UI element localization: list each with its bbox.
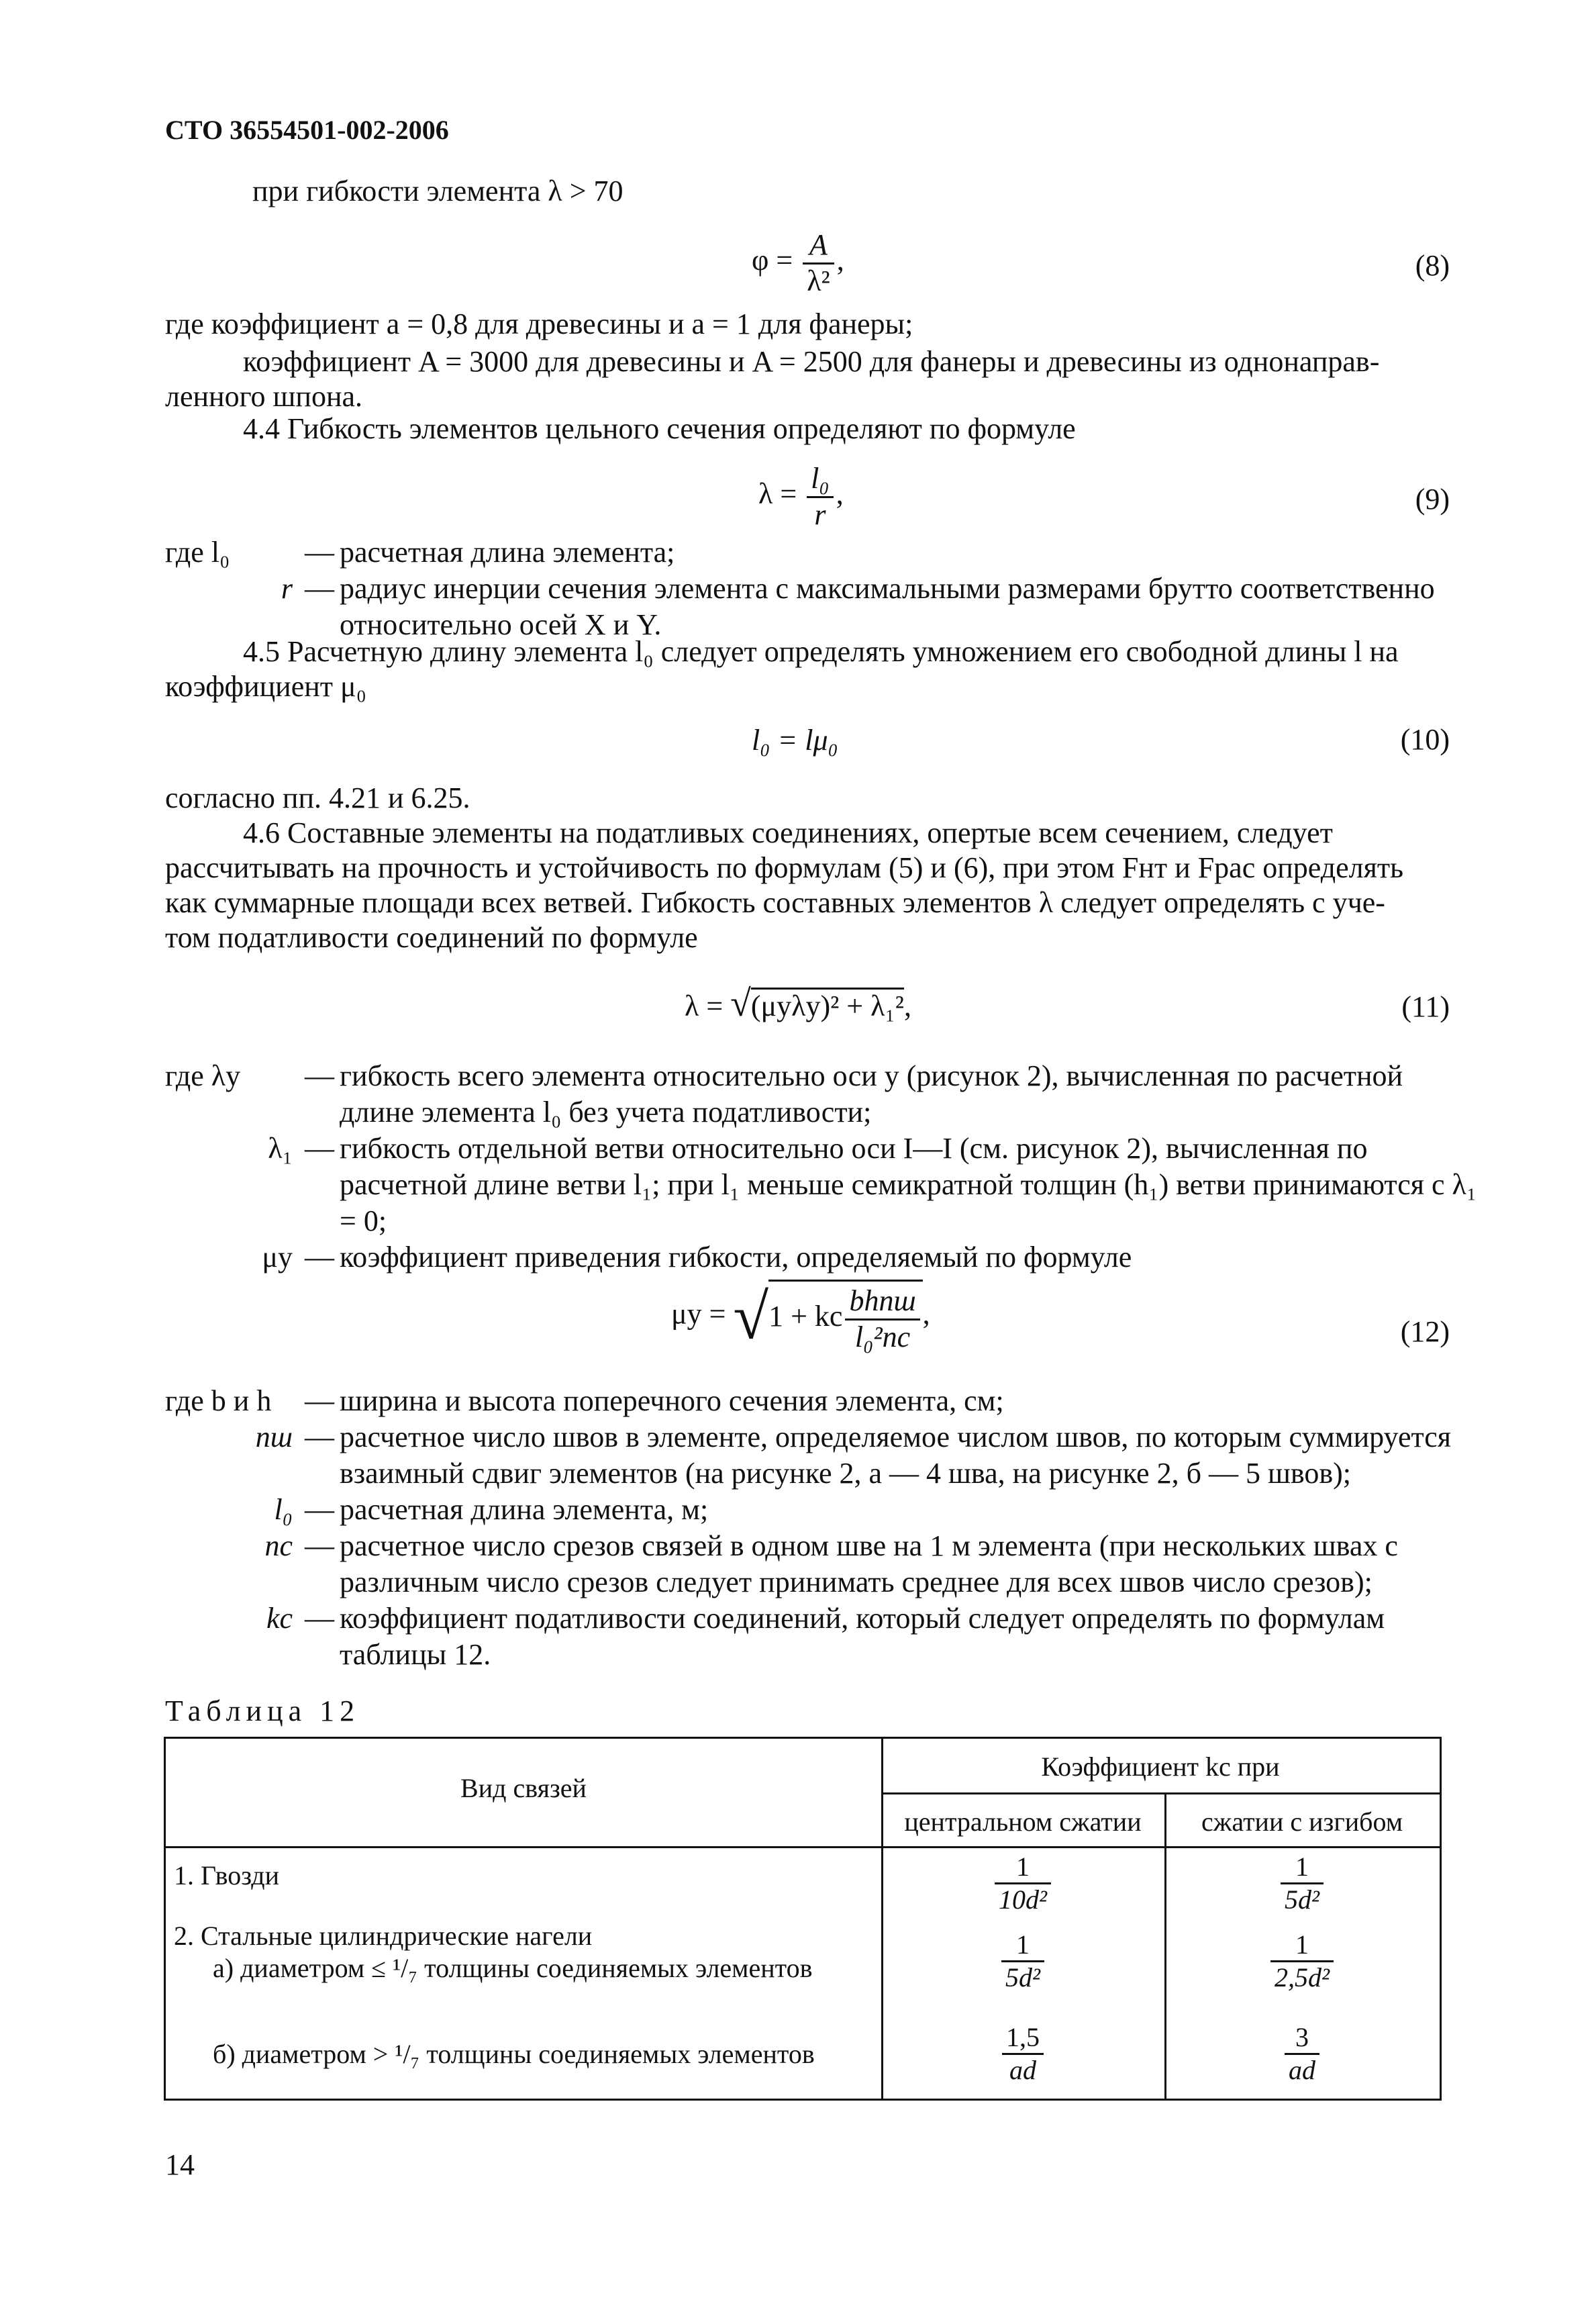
sqrt-icon: √ bbox=[730, 983, 751, 1024]
table-row-label: 1. Гвозди bbox=[174, 1860, 280, 1890]
definition-item bbox=[165, 571, 1481, 643]
fraction-numerator: 1 bbox=[1001, 1929, 1044, 1962]
equation-number-10: (10) bbox=[1400, 723, 1450, 756]
radicand-prefix: 1 + kc bbox=[768, 1300, 843, 1333]
formula-lhs: λ = bbox=[685, 990, 724, 1022]
formula-11 bbox=[685, 983, 911, 1024]
definition-text: расчетное число срезов связей в одном шве на 1 м элемента (при нескольких швах с различным число срезов следует принимать среднее для всех швов число срезов); bbox=[340, 1529, 1398, 1598]
paragraph-line: коэффициент A = 3000 для древесины и A = 2500 для фанеры и древесины из однонаправ- bbox=[243, 345, 1380, 378]
definition-symbol: nc bbox=[264, 1529, 293, 1562]
definition-dash: — bbox=[305, 536, 334, 569]
definition-dash: — bbox=[305, 1602, 334, 1635]
definition-dash: — bbox=[305, 1493, 334, 1526]
definition-item bbox=[165, 1600, 1481, 1673]
formula-tail: , bbox=[836, 244, 844, 277]
page-number: 14 bbox=[165, 2148, 195, 2181]
fraction-numerator: 3 bbox=[1285, 2022, 1319, 2055]
definition-symbol: nш bbox=[255, 1421, 293, 1453]
definition-dash: — bbox=[305, 1384, 334, 1417]
formula-tail: , bbox=[904, 990, 911, 1022]
definition-text: гибкость отдельной ветви относительно оси I—I (см. рисунок 2), вычисленная по расчетной длине ветви l₁; при l₁ меньше семикратной толщин (h₁) ветви принимаются с λ₁ = 0; bbox=[340, 1132, 1477, 1237]
definition-symbol: μy bbox=[262, 1241, 293, 1274]
paragraph-line: как суммарные площади всех ветвей. Гибкость составных элементов λ следует определять с уче- bbox=[165, 886, 1385, 919]
fraction-numerator: 1 bbox=[1270, 1929, 1334, 1962]
definition-item bbox=[165, 534, 1481, 571]
definition-symbol: где l₀ bbox=[165, 536, 230, 569]
paragraph-line: где коэффициент a = 0,8 для древесины и a = 1 для фанеры; bbox=[165, 307, 913, 340]
definition-dash: — bbox=[305, 1132, 334, 1165]
fraction bbox=[1002, 2022, 1044, 2086]
table-header-bending: сжатии с изгибом bbox=[1201, 1807, 1403, 1837]
fraction bbox=[1281, 1852, 1324, 1915]
table-header-central: центральном сжатии bbox=[904, 1807, 1142, 1837]
paragraph-line: согласно пп. 4.21 и 6.25. bbox=[165, 781, 470, 814]
definition-dash: — bbox=[305, 1059, 334, 1092]
fraction-numerator: A bbox=[803, 228, 834, 265]
fraction-denominator: 10d² bbox=[999, 1884, 1047, 1915]
equation-number-9: (9) bbox=[1415, 483, 1450, 516]
table-header-type: Вид связей bbox=[460, 1773, 587, 1803]
formula-8 bbox=[752, 228, 844, 298]
radicand: (μyλy)² + λ₁² bbox=[751, 988, 904, 1022]
definition-text: расчетная длина элемента, м; bbox=[340, 1493, 709, 1526]
definitions-list bbox=[165, 1383, 1481, 1673]
definition-item bbox=[165, 1058, 1481, 1131]
formula-10: l₀ = lμ₀ bbox=[752, 724, 838, 757]
definition-dash: — bbox=[305, 572, 334, 605]
formula-12 bbox=[671, 1280, 930, 1354]
fraction-numerator: l₀ bbox=[807, 462, 834, 498]
fraction-numerator: 1,5 bbox=[1002, 2022, 1044, 2055]
fraction-numerator: 1 bbox=[995, 1852, 1051, 1884]
definition-text: радиус инерции сечения элемента с максимальными размерами брутто соответственно относительно осей X и Y. bbox=[340, 572, 1435, 641]
fraction bbox=[803, 228, 834, 298]
document-code-header: СТО 36554501-002-2006 bbox=[165, 115, 449, 145]
paragraph-line: 4.5 Расчетную длину элемента l₀ следует определять умножением его свободной длины l на bbox=[243, 635, 1399, 668]
formula-9 bbox=[758, 462, 844, 532]
formula-lhs: λ = bbox=[758, 477, 797, 511]
equation-number-12: (12) bbox=[1400, 1315, 1450, 1348]
definitions-list bbox=[165, 1058, 1481, 1276]
table-divider bbox=[881, 1792, 1440, 1794]
paragraph-line: рассчитывать на прочность и устойчивость по формулам (5) и (6), при этом Fнт и Fрас определять bbox=[165, 851, 1404, 884]
table-row-label: а) диаметром ≤ ¹/₇ толщины соединяемых элементов bbox=[213, 1953, 813, 1983]
definition-item bbox=[165, 1383, 1481, 1419]
table-caption: Таблица 12 bbox=[165, 1694, 360, 1727]
fraction bbox=[845, 1284, 919, 1354]
definition-symbol: r bbox=[281, 572, 293, 605]
table-cell-central bbox=[881, 1852, 1164, 1915]
sqrt-icon: √ bbox=[733, 1280, 769, 1353]
paragraph-line: 4.4 Гибкость элементов цельного сечения определяют по формуле bbox=[243, 412, 1076, 445]
table-cell-bending bbox=[1164, 2022, 1440, 2086]
definition-item bbox=[165, 1492, 1481, 1528]
table-header-coef: Коэффициент kc при bbox=[1041, 1752, 1280, 1782]
fraction-denominator: 5d² bbox=[1005, 1962, 1040, 1993]
definition-symbol: kc bbox=[266, 1602, 293, 1635]
fraction-denominator: 5d² bbox=[1285, 1884, 1319, 1915]
fraction bbox=[995, 1852, 1051, 1915]
definition-item bbox=[165, 1528, 1481, 1600]
definition-symbol: где b и h bbox=[165, 1384, 272, 1417]
paragraph-line: 4.6 Составные элементы на податливых соединениях, опертые всем сечением, следует bbox=[243, 816, 1333, 849]
paragraph-line: ленного шпона. bbox=[165, 380, 363, 413]
fraction bbox=[807, 462, 834, 532]
definition-text: расчетное число швов в элементе, определяемое числом швов, по которым суммируется взаимный сдвиг элементов (на рисунке 2, а — 4 шва, на рисунке 2, б — 5 швов); bbox=[340, 1421, 1452, 1490]
table-divider bbox=[166, 1846, 1440, 1848]
table-cell-bending bbox=[1164, 1852, 1440, 1915]
equation-number-8: (8) bbox=[1415, 249, 1450, 282]
definition-dash: — bbox=[305, 1529, 334, 1562]
definition-symbol: где λy bbox=[165, 1059, 241, 1092]
formula-tail: , bbox=[922, 1297, 930, 1331]
definition-item bbox=[165, 1239, 1481, 1276]
fraction bbox=[1270, 1929, 1334, 1993]
definition-text: коэффициент податливости соединений, который следует определять по формулам таблицы 12. bbox=[340, 1602, 1385, 1671]
fraction-denominator: ad bbox=[1289, 2055, 1315, 2085]
fraction bbox=[1001, 1929, 1044, 1993]
fraction-denominator: ad bbox=[1009, 2055, 1036, 2085]
table-cell-bending bbox=[1164, 1929, 1440, 1993]
paragraph-line: при гибкости элемента λ > 70 bbox=[252, 175, 624, 207]
formula-tail: , bbox=[836, 477, 844, 511]
fraction-denominator: λ² bbox=[807, 264, 830, 297]
definition-symbol: l₀ bbox=[274, 1493, 293, 1526]
formula-lhs: μy = bbox=[671, 1297, 726, 1331]
fraction-denominator: r bbox=[814, 497, 826, 531]
radicand bbox=[768, 1280, 923, 1354]
definitions-list bbox=[165, 534, 1481, 643]
formula-lhs: φ = bbox=[752, 244, 793, 277]
definition-text: коэффициент приведения гибкости, определяемый по формуле bbox=[340, 1241, 1132, 1274]
table-row-label: б) диаметром > ¹/₇ толщины соединяемых элементов bbox=[213, 2039, 815, 2069]
definition-dash: — bbox=[305, 1421, 334, 1453]
paragraph-line: том податливости соединений по формуле bbox=[165, 921, 698, 954]
definition-dash: — bbox=[305, 1241, 334, 1274]
fraction-denominator: 2,5d² bbox=[1275, 1962, 1330, 1993]
definition-item bbox=[165, 1131, 1481, 1239]
table-row-label: 2. Стальные цилиндрические нагели bbox=[174, 1921, 593, 1951]
table-cell-central bbox=[881, 2022, 1164, 2086]
fraction-numerator: bhnш bbox=[845, 1284, 919, 1321]
definition-item bbox=[165, 1419, 1481, 1492]
definition-text: ширина и высота поперечного сечения элемента, см; bbox=[340, 1384, 1004, 1417]
equation-number-11: (11) bbox=[1401, 990, 1450, 1023]
fraction bbox=[1285, 2022, 1319, 2086]
fraction-denominator: l₀²nc bbox=[854, 1320, 911, 1353]
paragraph-line: коэффициент μ₀ bbox=[165, 670, 366, 703]
definition-text: расчетная длина элемента; bbox=[340, 536, 675, 569]
fraction-numerator: 1 bbox=[1281, 1852, 1324, 1884]
table-cell-central bbox=[881, 1929, 1164, 1993]
definition-symbol: λ₁ bbox=[268, 1132, 293, 1165]
definition-text: гибкость всего элемента относительно оси y (рисунок 2), вычисленная по расчетной длине элемента l₀ без учета податливости; bbox=[340, 1059, 1403, 1129]
table-12 bbox=[164, 1737, 1442, 2101]
